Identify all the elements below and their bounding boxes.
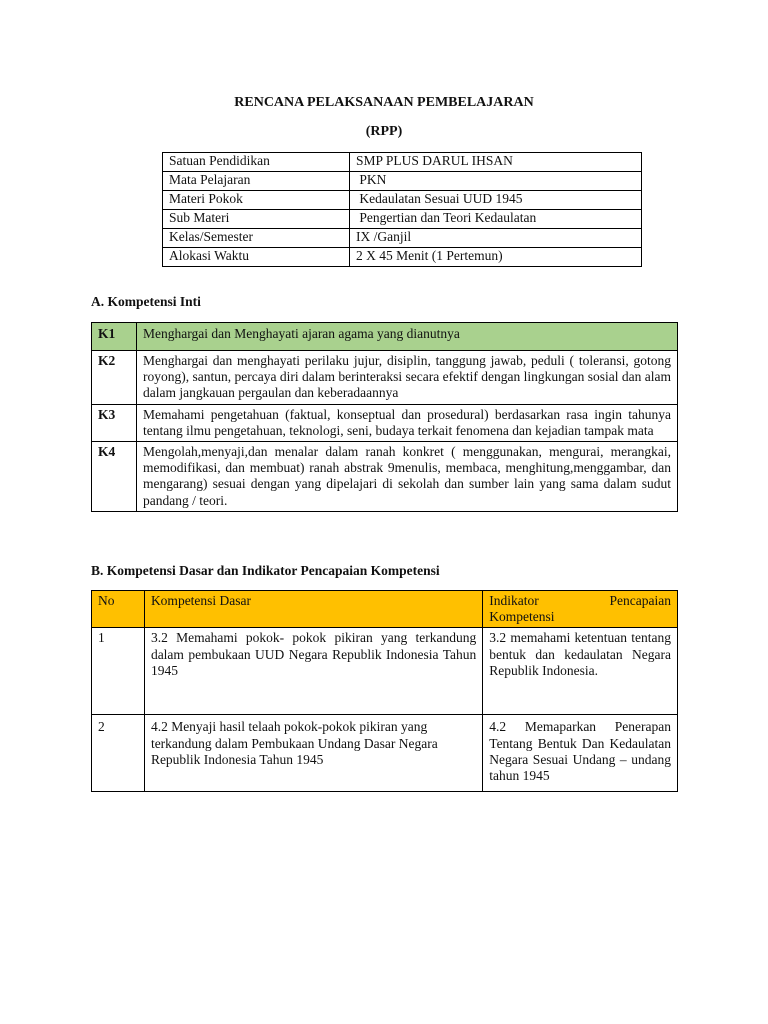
identity-label: Sub Materi: [163, 210, 350, 229]
identity-label: Kelas/Semester: [163, 229, 350, 248]
ki-text: Menghargai dan Menghayati ajaran agama yang dianutnya: [137, 323, 678, 351]
kd-header-row: [92, 591, 678, 628]
kd-row: [92, 715, 678, 792]
kd-no: 2: [92, 715, 145, 792]
identity-value: Pengertian dan Teori Kedaulatan: [350, 210, 642, 229]
kompetensi-inti-table: [91, 322, 678, 512]
identity-label: Satuan Pendidikan: [163, 153, 350, 172]
kd-indikator: 3.2 memahami ketentuan tentang bentuk dan kedaulatan Negara Republik Indonesia.: [483, 628, 678, 715]
identity-value: IX /Ganjil: [350, 229, 642, 248]
ki-code: K1: [92, 323, 137, 351]
kd-header-no: No: [92, 591, 145, 628]
ki-row: [92, 323, 678, 351]
identity-table: [162, 152, 642, 267]
kd-indikator: 4.2 Memaparkan Penerapan Tentang Bentuk Dan Kedaulatan Negara Sesuai Undang – undang tahun 1945: [483, 715, 678, 792]
identity-label: Materi Pokok: [163, 191, 350, 210]
identity-value: SMP PLUS DARUL IHSAN: [350, 153, 642, 172]
kompetensi-dasar-table: [91, 590, 678, 792]
kd-text: 4.2 Menyaji hasil telaah pokok-pokok pikiran yang terkandung dalam Pembukaan Undang Dasar Negara Republik Indonesia Tahun 1945: [144, 715, 482, 792]
identity-row: [163, 153, 642, 172]
identity-row: [163, 248, 642, 267]
ki-row: [92, 351, 678, 405]
identity-value: 2 X 45 Menit (1 Pertemun): [350, 248, 642, 267]
section-b-heading: B. Kompetensi Dasar dan Indikator Pencapaian Kompetensi: [91, 563, 440, 578]
ki-text: Memahami pengetahuan (faktual, konseptual dan prosedural) berdasarkan rasa ingin tahunya tentang ilmu pengetahuan, teknologi, seni, budaya terkait fenomena dan kejadian tampak mata: [137, 404, 678, 441]
ki-code: K3: [92, 404, 137, 441]
identity-label: Alokasi Waktu: [163, 248, 350, 267]
identity-label: Mata Pelajaran: [163, 172, 350, 191]
identity-row: [163, 229, 642, 248]
kd-header-kd: Kompetensi Dasar: [144, 591, 482, 628]
identity-row: [163, 210, 642, 229]
ki-code: K4: [92, 441, 137, 511]
kd-text: 3.2 Memahami pokok- pokok pikiran yang terkandung dalam pembukaan UUD Negara Republik Indonesia Tahun 1945: [144, 628, 482, 715]
kd-header-indikator: Indikator Pencapaian Kompetensi: [483, 591, 678, 628]
identity-row: [163, 191, 642, 210]
section-a-heading: A. Kompetensi Inti: [91, 294, 201, 309]
identity-value: Kedaulatan Sesuai UUD 1945: [350, 191, 642, 210]
kd-no: 1: [92, 628, 145, 715]
ki-text: Menghargai dan menghayati perilaku jujur, disiplin, tanggung jawab, peduli ( toleransi, gotong royong), santun, percaya diri dalam berinteraksi secara efektif dengan lingkungan sosial dan alam dalam jangkauan pergaulan dan keberadaannya: [137, 351, 678, 405]
ki-code: K2: [92, 351, 137, 405]
kd-row: [92, 628, 678, 715]
ki-row: [92, 404, 678, 441]
ki-text: Mengolah,menyaji,dan menalar dalam ranah konkret ( menggunakan, mengurai, merangkai, memodifikasi, dan membuat) ranah abstrak 9menulis, membaca, menghitung,menggambar, dan mengarang) sesuai dengan yang dipelajari di sekolah dan sumber lain yang sama dalam sudut pandang / teori.: [137, 441, 678, 511]
identity-row: [163, 172, 642, 191]
identity-value: PKN: [350, 172, 642, 191]
document-title: RENCANA PELAKSANAAN PEMBELAJARAN: [234, 95, 534, 110]
document-subtitle: (RPP): [365, 124, 403, 139]
ki-row: [92, 441, 678, 511]
